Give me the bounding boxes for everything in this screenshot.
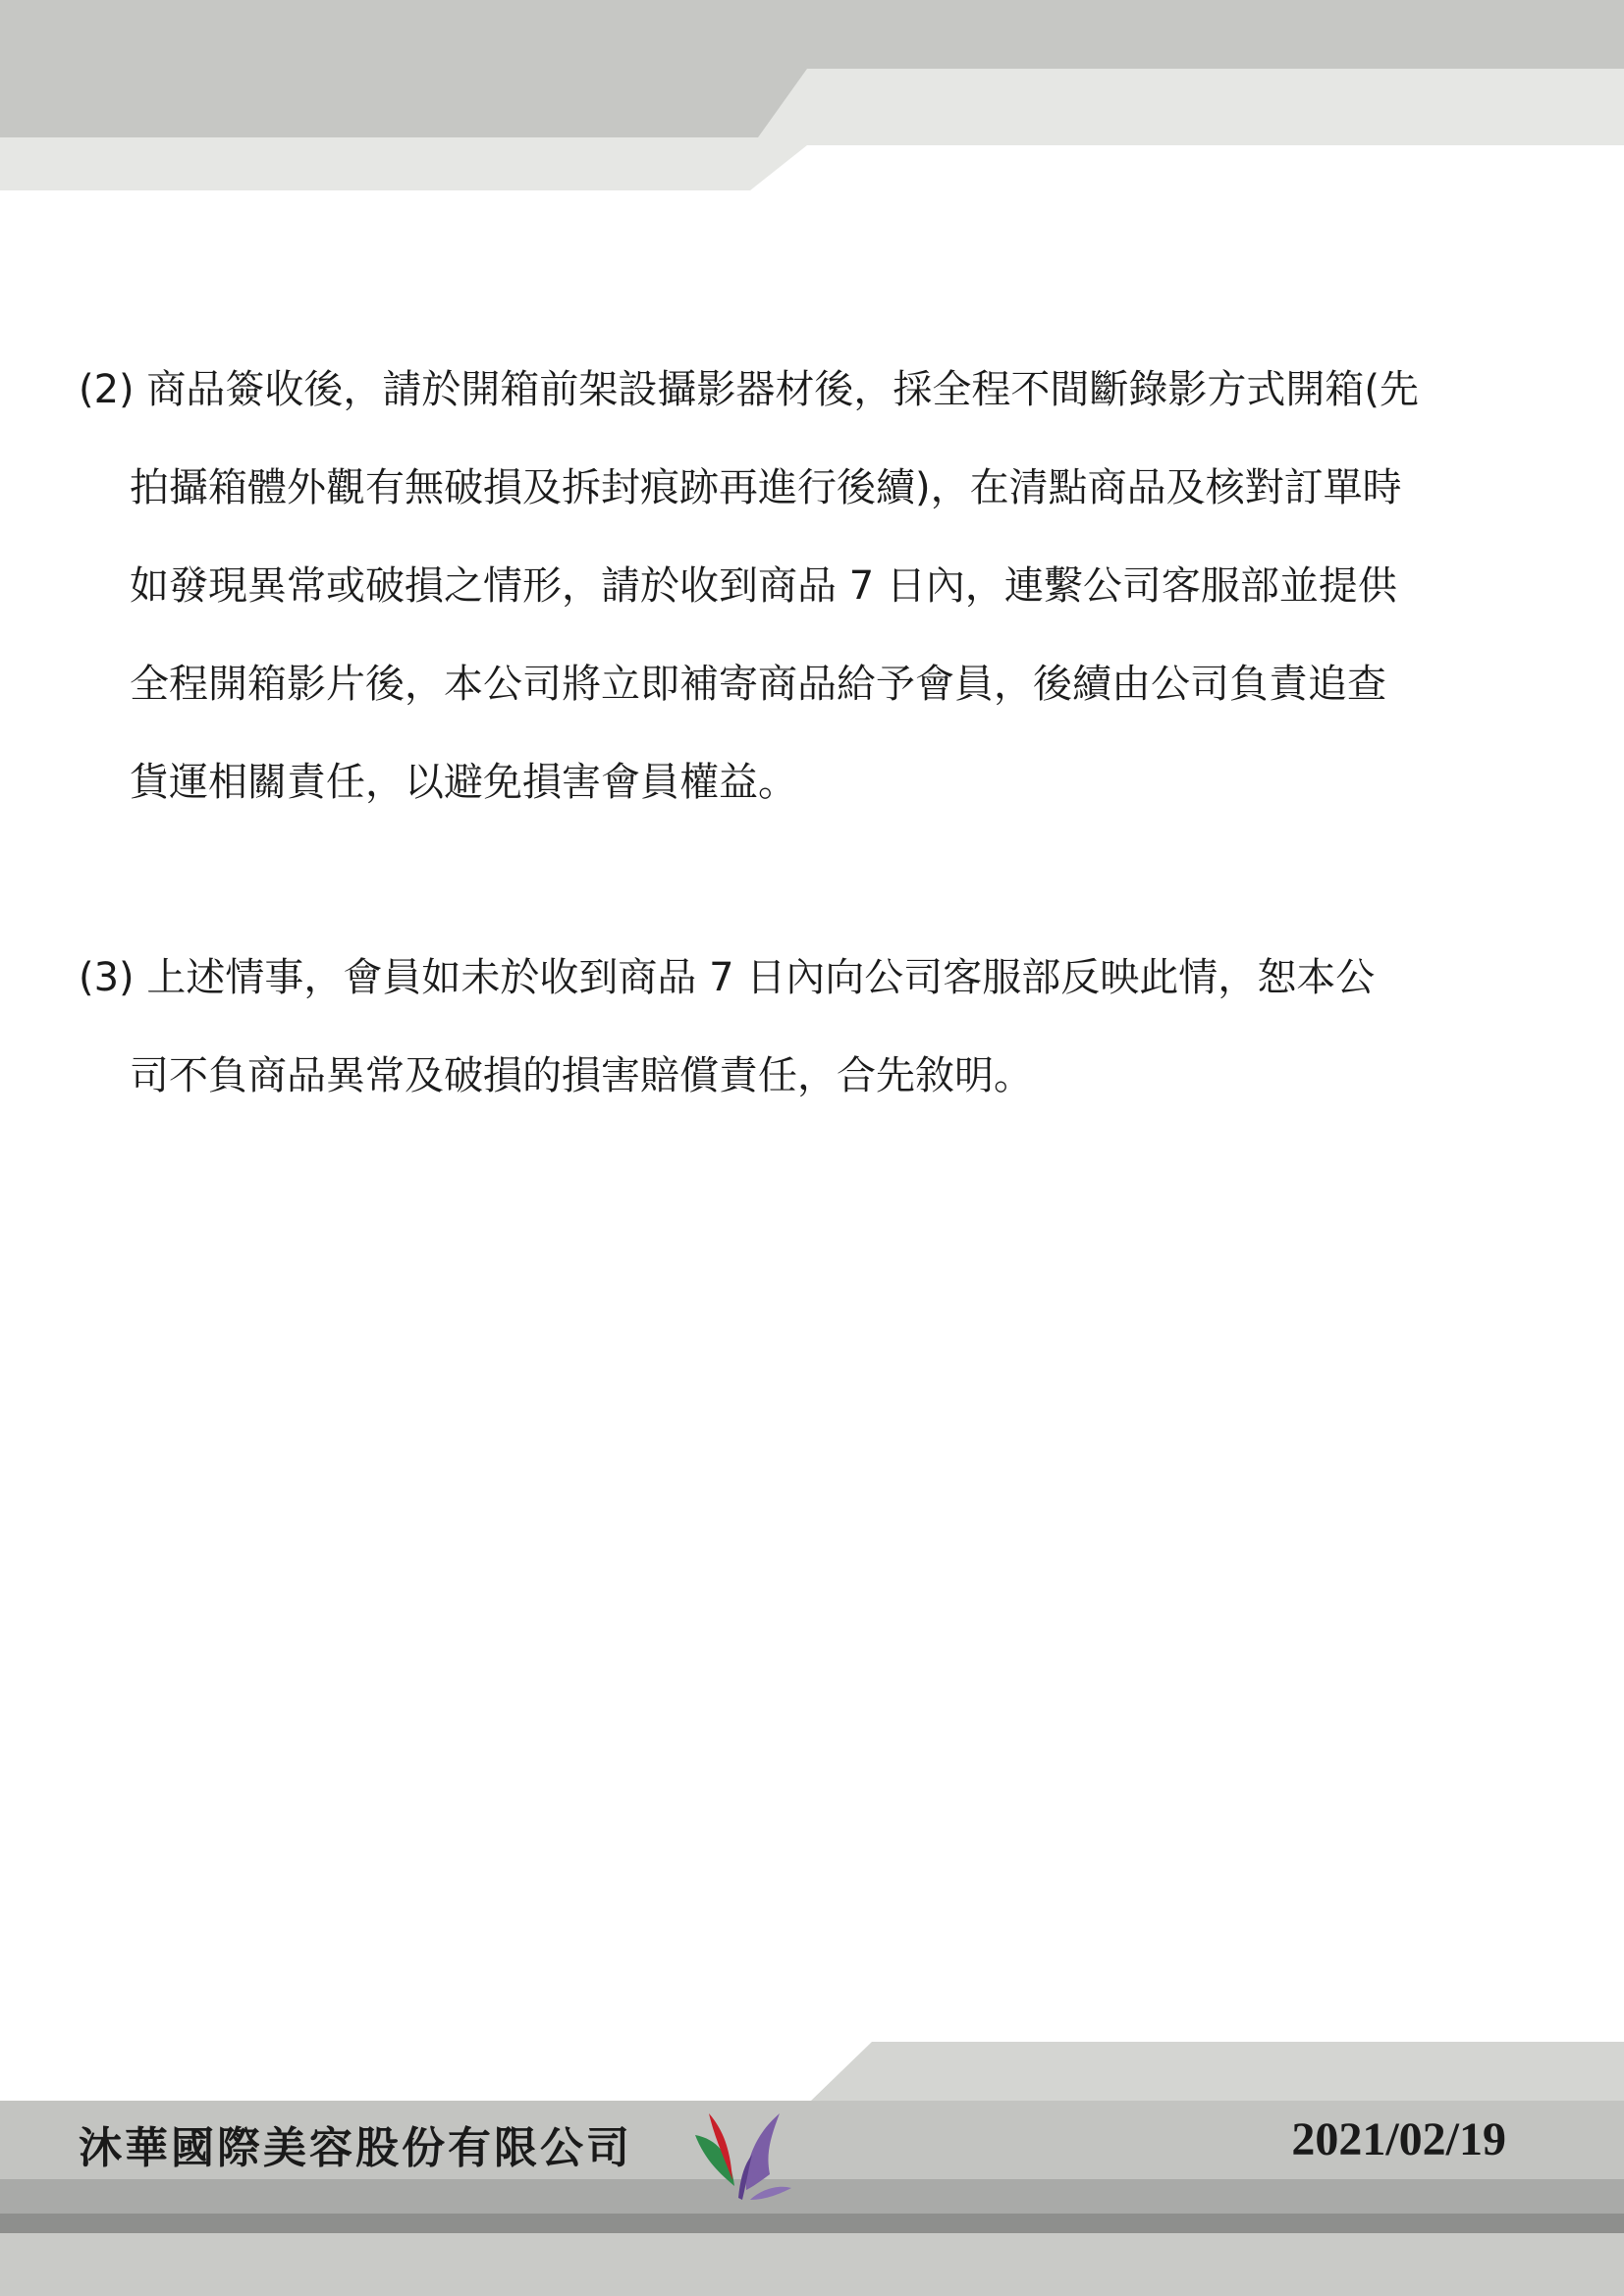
company-name: 沐華國際美容股份有限公司 xyxy=(79,2123,632,2173)
butterfly-logo-icon xyxy=(687,2096,795,2206)
paragraph-3-line-2: 司不負商品異常及破損的損害賠償責任，合先敘明。 xyxy=(130,1053,1033,1098)
header-decorative-band xyxy=(0,0,1624,196)
paragraph-2-line-2: 拍攝箱體外觀有無破損及拆封痕跡再進行後續)，在清點商品及核對訂單時 xyxy=(130,465,1402,510)
paragraph-2-line-4: 全程開箱影片後，本公司將立即補寄商品給予會員，後續由公司負責追查 xyxy=(130,662,1386,707)
paragraph-3 xyxy=(79,929,1522,1125)
paragraph-3-line-1: (3) 上述情事，會員如未於收到商品 7 日內向公司客服部反映此情，恕本公 xyxy=(79,955,1376,1000)
paragraph-2-line-1: (2) 商品簽收後，請於開箱前架設攝影器材後，採全程不間斷錄影方式開箱(先 xyxy=(79,367,1419,412)
paragraph-2-line-3: 如發現異常或破損之情形，請於收到商品 7 日內，連繫公司客服部並提供 xyxy=(130,563,1397,609)
footer-date: 2021/02/19 xyxy=(1291,2113,1506,2165)
paragraph-2 xyxy=(79,341,1522,831)
paragraph-2-line-5: 貨運相關責任，以避免損害會員權益。 xyxy=(130,760,797,805)
